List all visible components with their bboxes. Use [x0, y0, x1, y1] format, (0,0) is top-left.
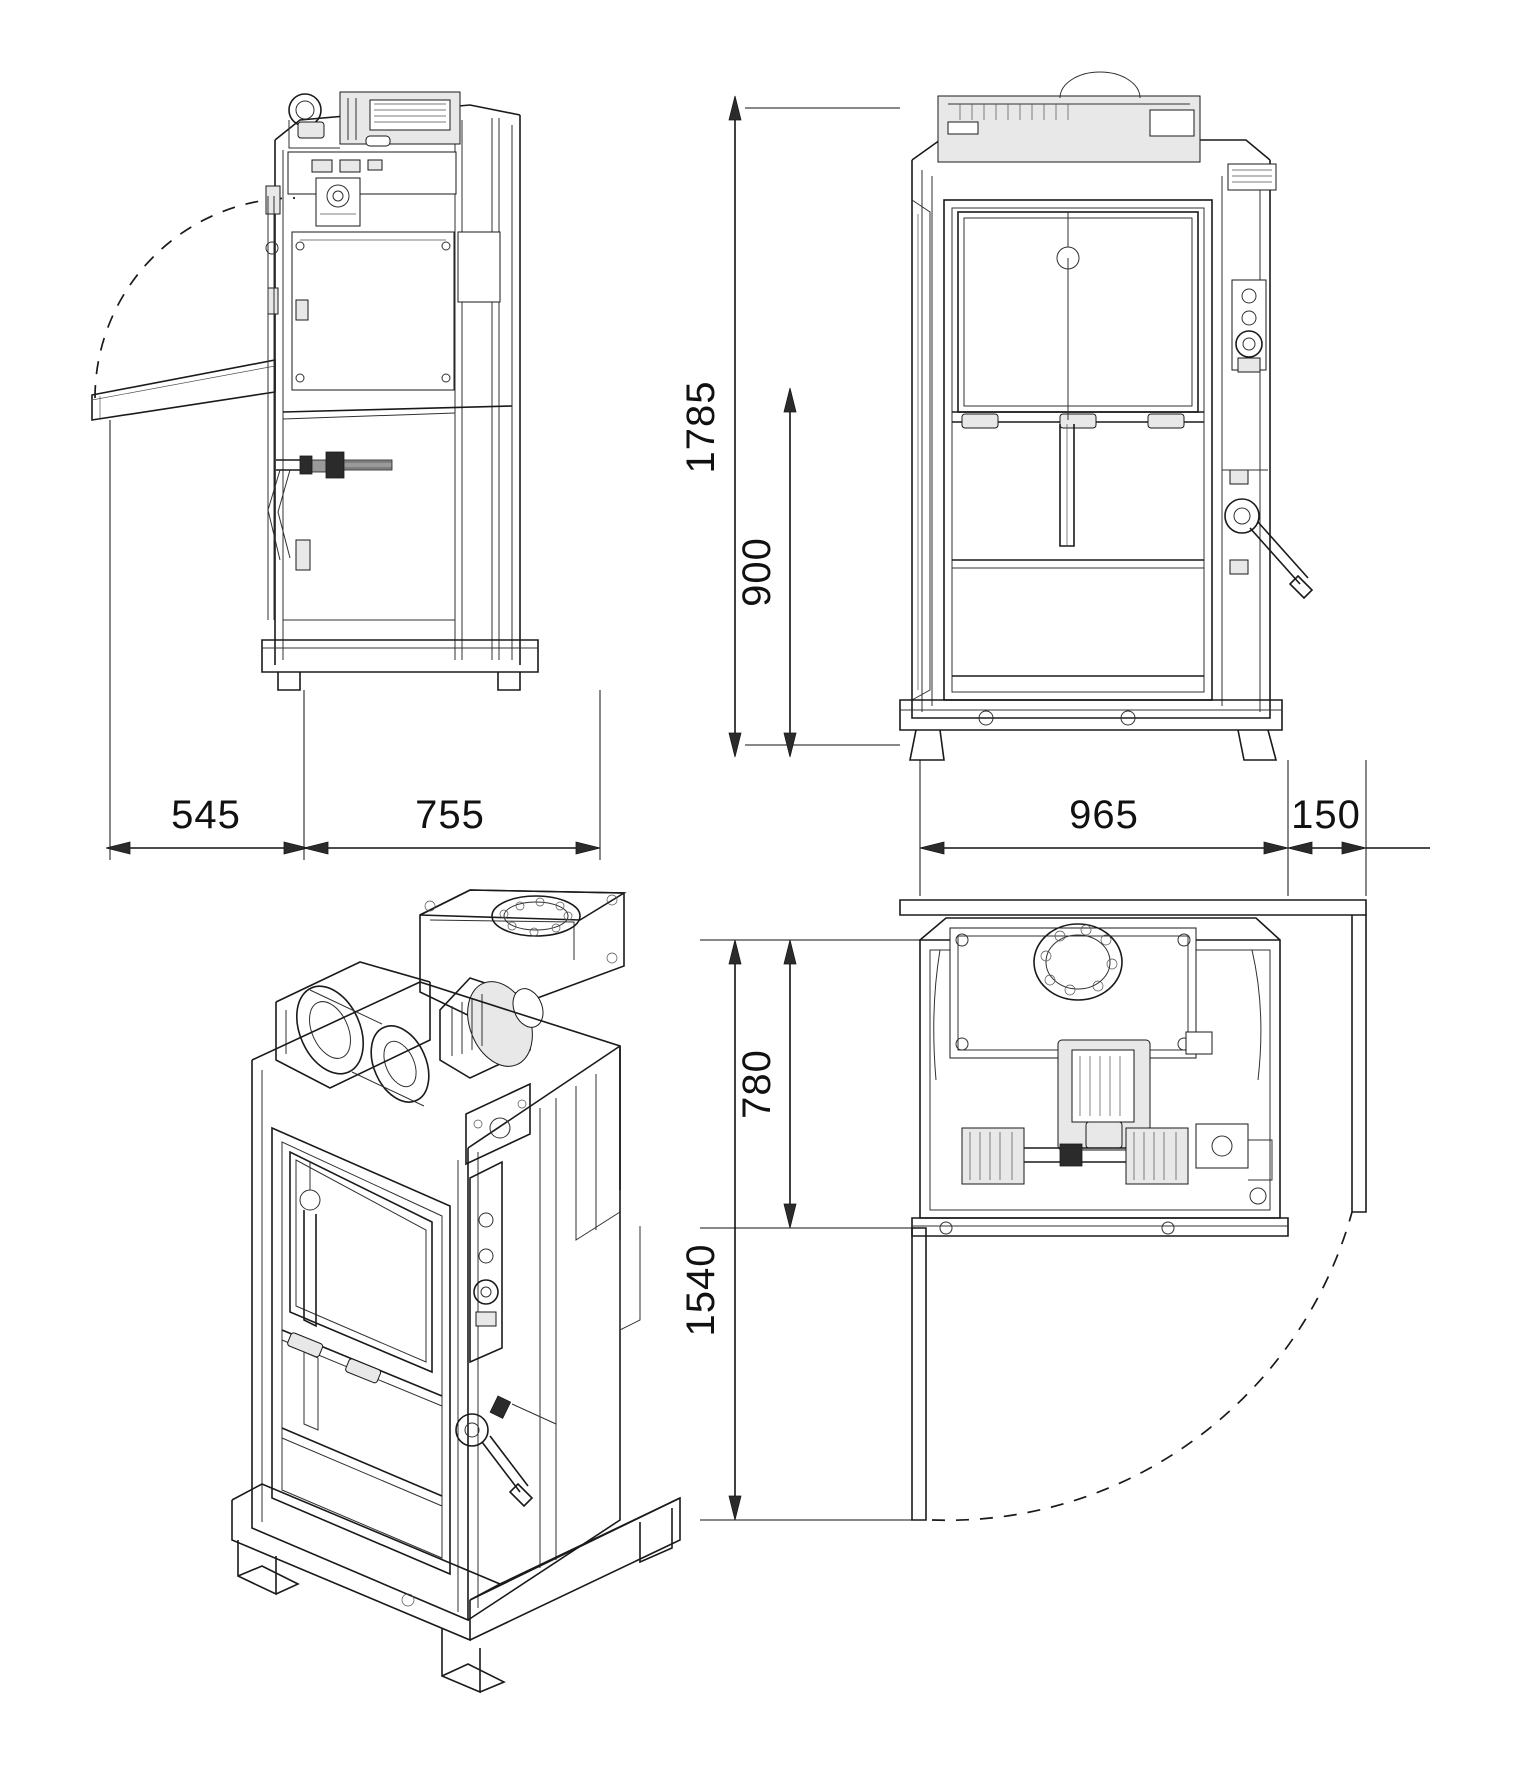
side-shaft-assembly: [268, 452, 392, 560]
plan-base: [912, 1218, 1288, 1236]
dimension-width-side-clear: [1288, 760, 1430, 896]
side-view: [92, 92, 538, 690]
front-control-panel: [1228, 164, 1276, 372]
front-top-hopper: [938, 72, 1200, 162]
iso-door: [272, 1128, 450, 1574]
dim-900-label: 900: [735, 537, 779, 607]
iso-view: [232, 890, 680, 1692]
dimension-height-loading: [735, 388, 796, 757]
front-door: [944, 200, 1212, 700]
dim-545-label: 545: [171, 793, 241, 837]
plan-top-deck: [950, 924, 1212, 1058]
side-top-machinery: [289, 92, 460, 148]
open-door-panel: [92, 360, 275, 420]
front-body-outline: [912, 140, 1270, 718]
iso-base: [232, 1226, 680, 1692]
dim-965-label: 965: [1069, 793, 1139, 837]
dim-1540-label: 1540: [679, 1243, 723, 1337]
side-cabinet-panel: [292, 232, 500, 390]
iso-lever: [456, 1396, 556, 1506]
front-left-rails: [912, 200, 930, 700]
front-lever-assembly: [1222, 470, 1312, 598]
dimension-plan-depth-total: [679, 940, 912, 1520]
side-control-box: [288, 152, 456, 226]
dim-780-label: 780: [735, 1049, 779, 1119]
iso-control-panel: [466, 1084, 530, 1362]
iso-motor: [440, 972, 548, 1078]
top-view: [900, 900, 1366, 1520]
dim-1785-label: 1785: [679, 380, 723, 474]
side-base: [262, 640, 538, 690]
dim-150-label: 150: [1291, 793, 1361, 837]
dim-755-label: 755: [415, 793, 485, 837]
dimension-plan-depth-body: [700, 940, 920, 1228]
front-base: [900, 700, 1282, 760]
dimension-depth-body: [304, 690, 600, 860]
dimension-width-body: [920, 760, 1288, 896]
iso-body: [252, 982, 620, 1620]
front-view: [900, 72, 1312, 760]
